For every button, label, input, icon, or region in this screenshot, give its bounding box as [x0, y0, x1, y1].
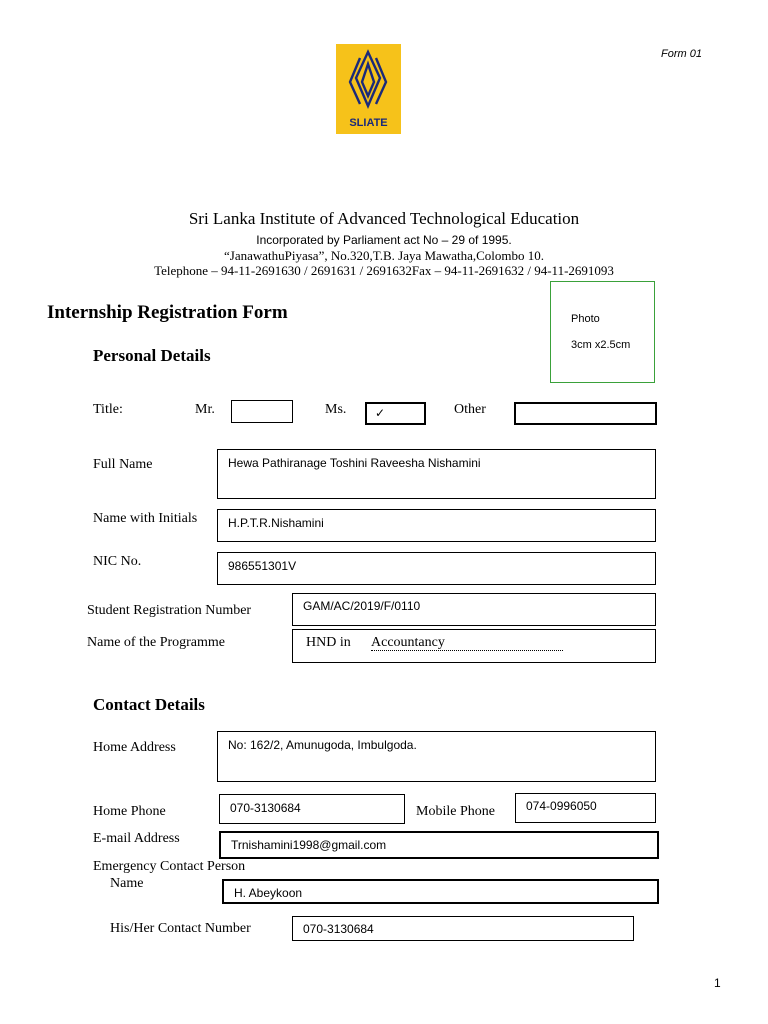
mobile-phone-label: Mobile Phone [416, 804, 495, 819]
email-label: E-mail Address [93, 831, 180, 846]
sliate-logo [336, 44, 401, 134]
full-name-label: Full Name [93, 457, 153, 472]
programme-underline [371, 650, 563, 651]
check-mark-icon: ✓ [375, 406, 386, 420]
email-field[interactable] [219, 831, 659, 859]
other-title-field[interactable] [514, 402, 657, 425]
emergency-phone-value: 070-3130684 [303, 922, 374, 936]
home-phone-value: 070-3130684 [230, 801, 301, 815]
photo-size: 3cm x2.5cm [571, 339, 631, 351]
nic-value: 986551301V [228, 559, 297, 573]
emergency-name-field[interactable] [222, 879, 659, 904]
mobile-phone-field[interactable] [515, 793, 656, 823]
mr-checkbox[interactable] [231, 400, 293, 423]
mobile-phone-value: 074-0996050 [526, 799, 597, 813]
incorporation-line: Incorporated by Parliament act No – 29 of 1995. [256, 233, 512, 247]
home-phone-label: Home Phone [93, 804, 166, 819]
initials-value: H.P.T.R.Nishamini [228, 516, 324, 530]
institute-telephone: Telephone – 94-11-2691630 / 2691631 / 2691632Fax – 94-11-2691632 / 94-11-2691093 [154, 263, 614, 278]
institute-address: “JanawathuPiyasa”, No.320,T.B. Jaya Mawatha,Colombo 10. [224, 248, 544, 263]
photo-label: Photo [571, 313, 600, 325]
title-label: Title: [93, 402, 123, 417]
nic-field[interactable] [217, 552, 656, 585]
contact-details-heading: Contact Details [93, 695, 205, 714]
reg-number-field[interactable] [292, 593, 656, 626]
home-address-value: No: 162/2, Amunugoda, Imbulgoda. [228, 738, 417, 752]
form-number: Form 01 [661, 48, 702, 60]
programme-value: Accountancy [371, 635, 445, 650]
form-title: Internship Registration Form [47, 302, 288, 323]
programme-field[interactable] [292, 629, 656, 663]
emergency-contact-label: Emergency Contact Person [93, 859, 246, 874]
home-address-label: Home Address [93, 740, 176, 755]
mr-label: Mr. [195, 402, 215, 417]
personal-details-heading: Personal Details [93, 346, 211, 365]
reg-number-label: Student Registration Number [87, 603, 252, 618]
ms-checkbox[interactable] [365, 402, 426, 425]
sliate-emblem-icon [336, 44, 401, 116]
other-label: Other [454, 402, 486, 417]
full-name-value: Hewa Pathiranage Toshini Raveesha Nishamini [228, 456, 481, 470]
institute-name: Sri Lanka Institute of Advanced Technological Education [188, 209, 580, 228]
full-name-field[interactable] [217, 449, 656, 499]
programme-prefix: HND in [306, 635, 351, 650]
programme-label: Name of the Programme [87, 635, 226, 650]
emergency-name-label: Name [110, 876, 144, 891]
email-value: Trnishamini1998@gmail.com [231, 838, 387, 852]
initials-field[interactable] [217, 509, 656, 542]
nic-label: NIC No. [93, 554, 142, 569]
emergency-phone-label: His/Her Contact Number [110, 921, 251, 936]
page-number: 1 [714, 976, 721, 990]
emergency-name-value: H. Abeykoon [234, 886, 303, 900]
emergency-phone-field[interactable] [292, 916, 634, 941]
initials-label: Name with Initials [93, 511, 198, 526]
logo-text: SLIATE [349, 117, 388, 129]
reg-number-value: GAM/AC/2019/F/0110 [303, 599, 421, 613]
photo-box [550, 281, 655, 383]
ms-label: Ms. [325, 402, 347, 417]
home-phone-field[interactable] [219, 794, 405, 824]
home-address-field[interactable] [217, 731, 656, 782]
